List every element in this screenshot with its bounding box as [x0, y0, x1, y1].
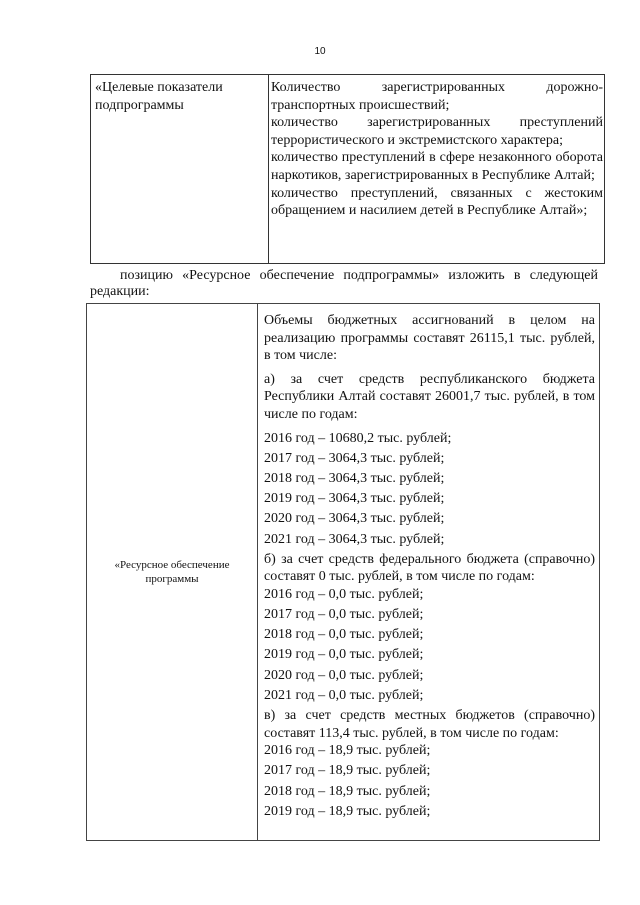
funding-year-a: 2020 год – 3064,3 тыс. рублей;: [264, 511, 445, 527]
funding-year-c: 2018 год – 18,9 тыс. рублей;: [264, 783, 431, 799]
indicator-item: количество зарегистрированных преступлений террористического и экстремистского характера;: [271, 115, 603, 148]
funding-year-a: 2021 год – 3064,3 тыс. рублей;: [264, 531, 445, 547]
indicator-item: количество преступлений в сфере незаконного оборота наркотиков, зарегистрированных в Республике Алтай;: [271, 150, 603, 183]
resource-label-line2: программы: [145, 573, 199, 585]
indicator-item: Количество зарегистрированных дорожно-транспортных происшествий;: [271, 80, 603, 113]
funding-year-b: 2017 год – 0,0 тыс. рублей;: [264, 607, 424, 623]
funding-year-a: 2017 год – 3064,3 тыс. рублей;: [264, 450, 445, 466]
resource-provision-table: [86, 303, 600, 841]
funding-section-a: а) за счет средств республиканского бюджета Республики Алтай составят 26001,7 тыс. рублей, в том числе по годам:: [264, 371, 595, 422]
indicators-label-line2: подпрограммы: [95, 97, 184, 113]
funding-year-a: 2018 год – 3064,3 тыс. рублей;: [264, 470, 445, 486]
amendment-paragraph: позицию «Ресурсное обеспечение подпрограммы» изложить в следующей редакции:: [90, 268, 598, 299]
funding-year-a: 2019 год – 3064,3 тыс. рублей;: [264, 491, 445, 507]
funding-year-c: 2016 год – 18,9 тыс. рублей;: [264, 743, 431, 759]
target-indicators-table: [90, 74, 605, 264]
funding-year-c: 2019 год – 18,9 тыс. рублей;: [264, 803, 431, 819]
resource-content-cell: [258, 304, 600, 841]
indicators-label-line1: «Целевые показатели: [95, 80, 223, 95]
funding-year-a: 2016 год – 10680,2 тыс. рублей;: [264, 430, 452, 446]
indicators-list-cell: [269, 75, 605, 264]
funding-section-b: б) за счет средств федерального бюджета (справочно) составят 0 тыс. рублей, в том числе по годам:: [264, 551, 595, 585]
funding-year-b: 2021 год – 0,0 тыс. рублей;: [264, 687, 424, 703]
funding-section-c: в) за счет средств местных бюджетов (справочно) составят 113,4 тыс. рублей, в том числе по годам:: [264, 708, 595, 741]
funding-year-c: 2017 год – 18,9 тыс. рублей;: [264, 763, 431, 779]
funding-year-b: 2018 год – 0,0 тыс. рублей;: [264, 627, 424, 643]
resource-label-cell: [87, 304, 258, 841]
funding-year-b: 2019 год – 0,0 тыс. рублей;: [264, 647, 424, 663]
funding-intro: Объемы бюджетных ассигнований в целом на реализацию программы составят 26115,1 тыс. рублей, в том числе:: [264, 313, 595, 364]
indicator-item: количество преступлений, связанных с жестоким обращением и насилием детей в Республике Алтай»;: [271, 185, 603, 219]
resource-label-line1: «Ресурсное обеспечение: [114, 559, 230, 571]
funding-year-b: 2016 год – 0,0 тыс. рублей;: [264, 586, 424, 602]
indicators-label-cell: [91, 75, 269, 264]
funding-year-b: 2020 год – 0,0 тыс. рублей;: [264, 667, 424, 683]
page-number: 10: [314, 46, 326, 57]
